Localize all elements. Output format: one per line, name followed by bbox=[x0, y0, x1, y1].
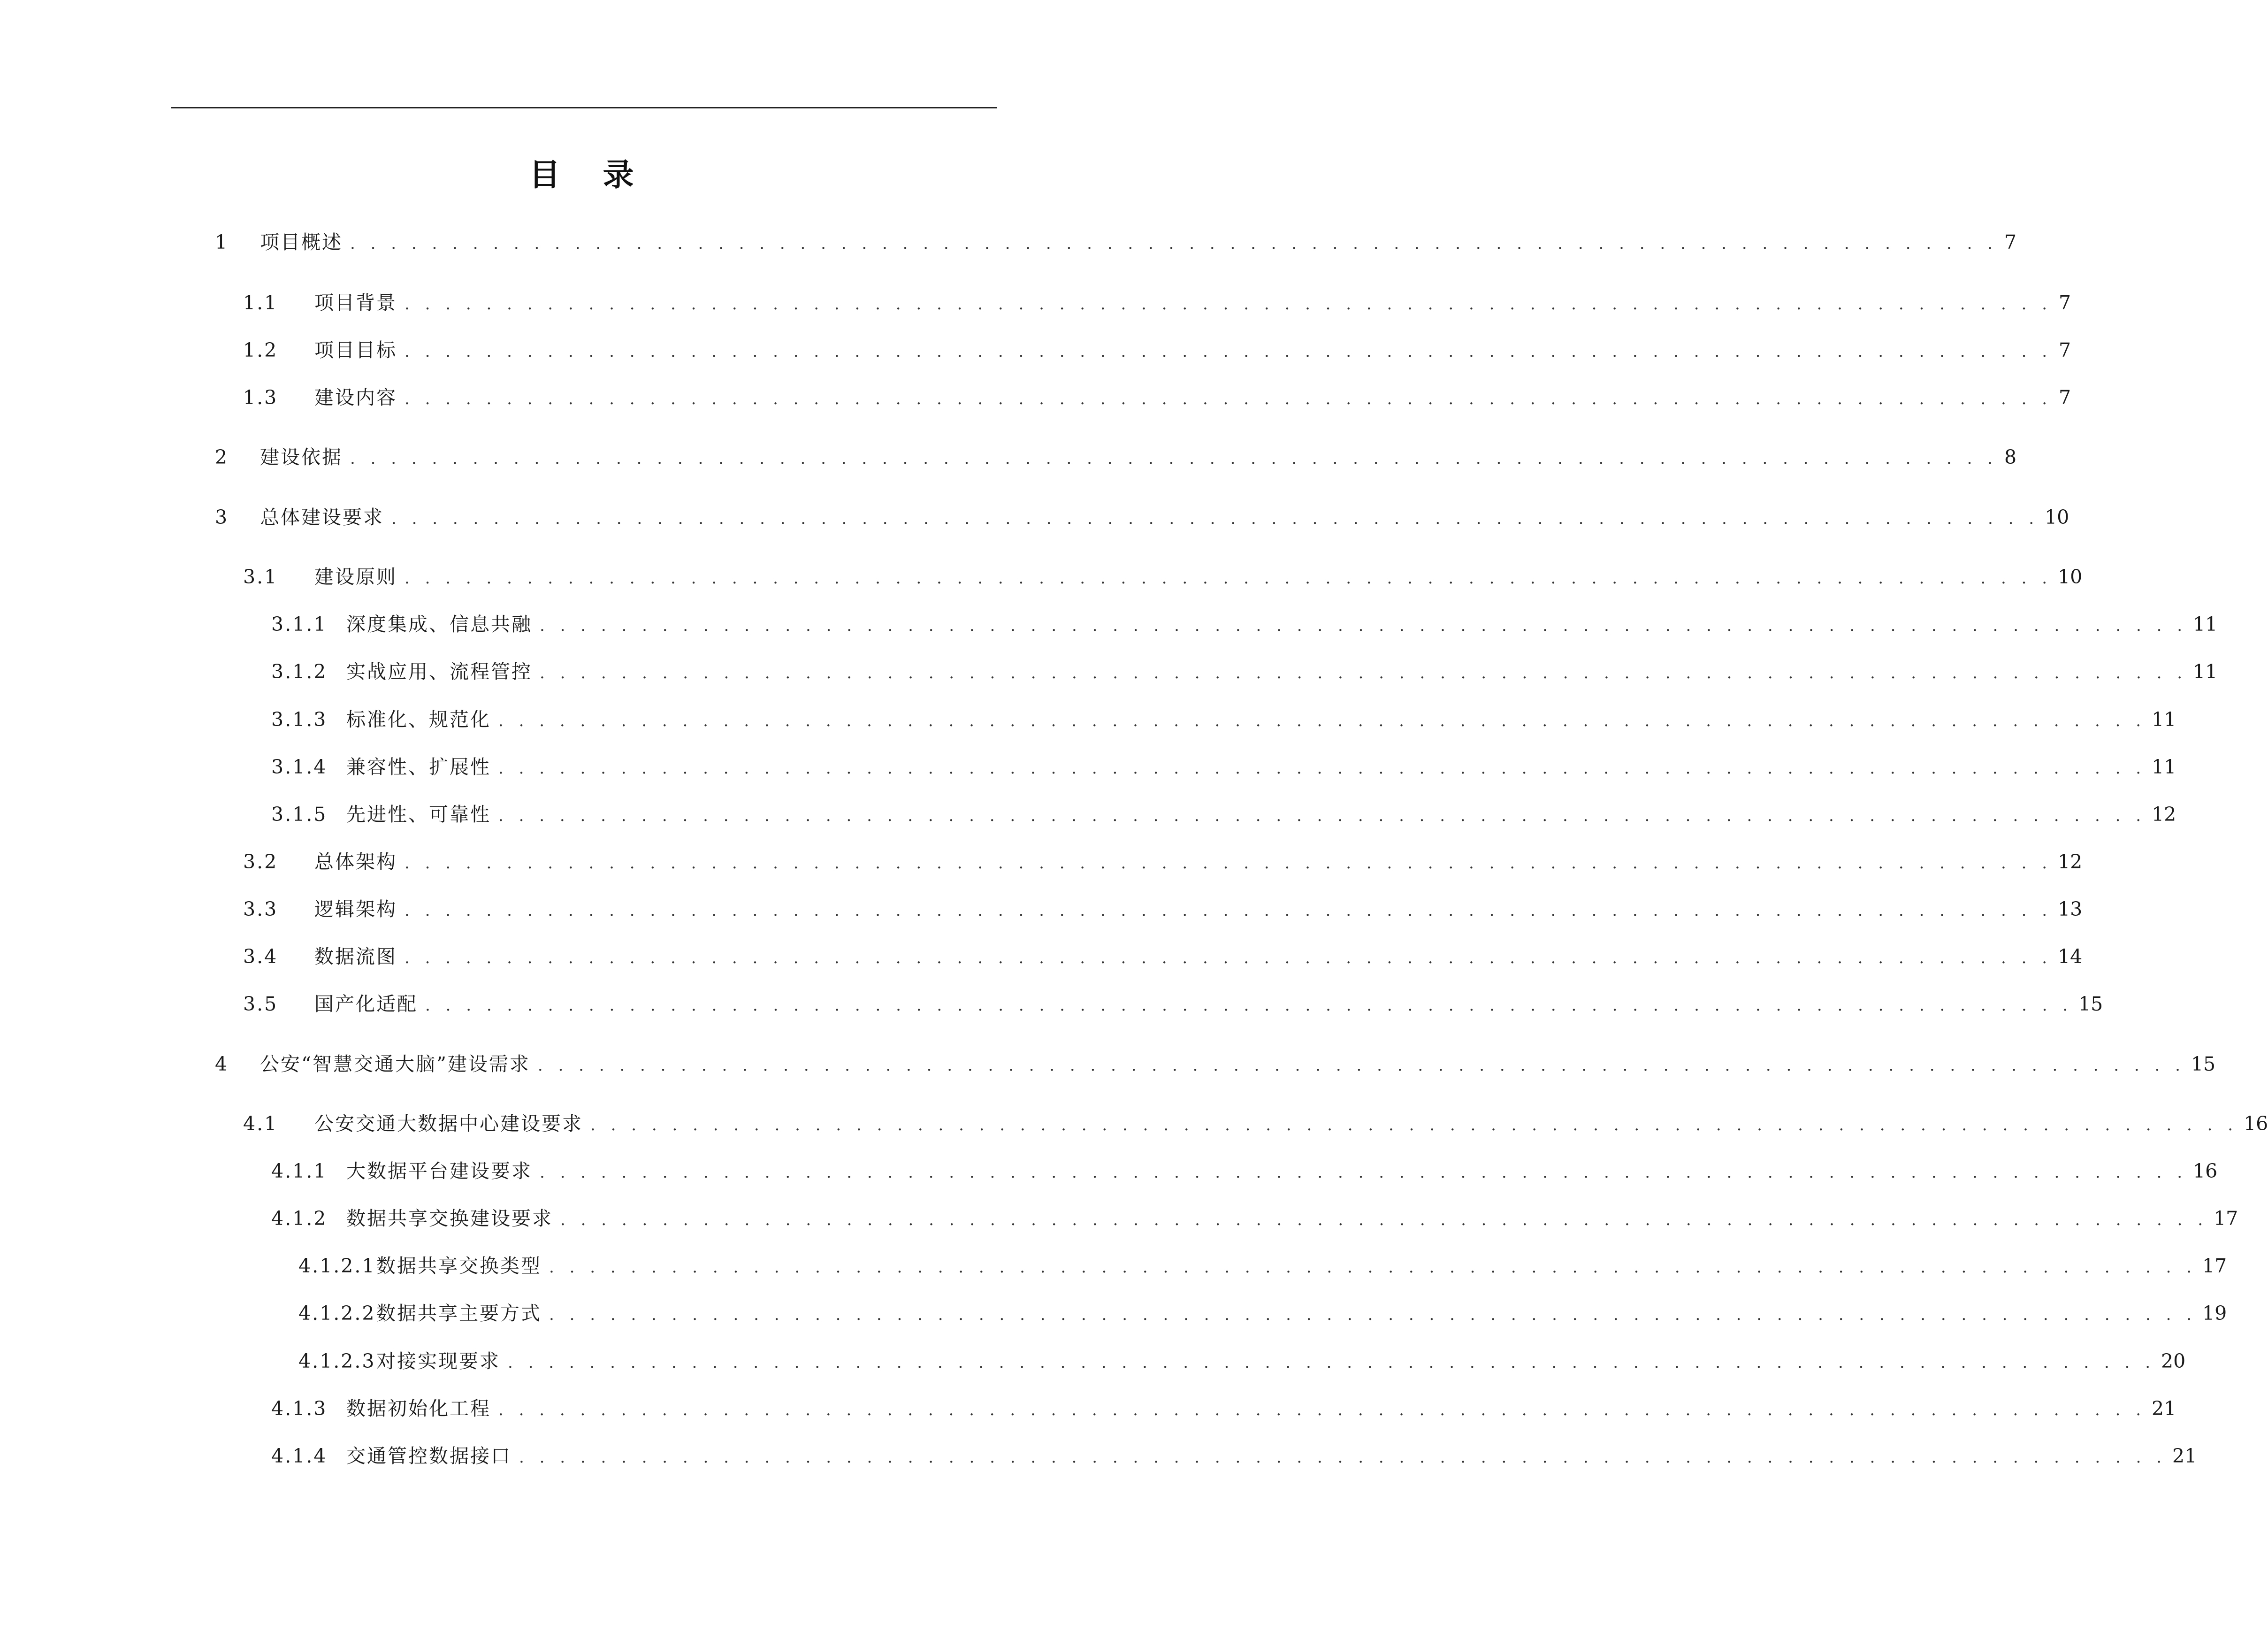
toc-page-number: 17 bbox=[2202, 1255, 2227, 1277]
toc-entry-4-1-3[interactable] bbox=[271, 1394, 2176, 1423]
toc-page-number: 11 bbox=[2193, 613, 2218, 636]
toc-entry-3-5[interactable] bbox=[243, 990, 2103, 1018]
toc-page-number: 16 bbox=[2244, 1112, 2268, 1135]
toc-page-number: 10 bbox=[2058, 566, 2083, 588]
toc-number: 3.3 bbox=[243, 898, 278, 920]
toc-leader-dots: . . . . . . . . . . . . . . . . . . . . . . . . . . . . . . . . . . . . . . . . . . . . . . . . . . . . . . . . . . . . . . . . . . . . . . . . . . . . . . . . . bbox=[540, 616, 2188, 635]
toc-leader-dots: . . . . . . . . . . . . . . . . . . . . . . . . . . . . . . . . . . . . . . . . . . . . . . . . . . . . . . . . . . . . . . . . . . . . . . . . . . . . . . . . . bbox=[498, 1401, 2146, 1419]
toc-number: 4.1.2.3 bbox=[298, 1350, 376, 1372]
toc-label: 建设依据 bbox=[260, 446, 343, 468]
toc-number: 3.1.2 bbox=[271, 660, 328, 683]
toc-label: 公安“智慧交通大脑”建设需求 bbox=[260, 1053, 530, 1075]
toc-leader-dots: . . . . . . . . . . . . . . . . . . . . . . . . . . . . . . . . . . . . . . . . . . . . . . . . . . . . . . . . . . . . . . . . . . . . . . . . . . . . . . . . . bbox=[537, 1056, 2185, 1075]
toc-entry-3-4[interactable] bbox=[243, 942, 2083, 971]
toc-leader-dots: . . . . . . . . . . . . . . . . . . . . . . . . . . . . . . . . . . . . . . . . . . . . . . . . . . . . . . . . . . . . . . . . . . . . . . . . . . . . . . . . . bbox=[560, 1210, 2208, 1229]
toc-label: 总体建设要求 bbox=[260, 506, 384, 529]
toc-entry-4-1-1[interactable] bbox=[271, 1157, 2218, 1185]
toc-label: 实战应用、流程管控 bbox=[346, 660, 532, 683]
toc-entry-3-1[interactable] bbox=[243, 563, 2083, 591]
toc-leader-dots: . . . . . . . . . . . . . . . . . . . . . . . . . . . . . . . . . . . . . . . . . . . . . . . . . . . . . . . . . . . . . . . . . . . . . . . . . . . . . . . . . bbox=[549, 1258, 2197, 1277]
toc-leader-dots: . . . . . . . . . . . . . . . . . . . . . . . . . . . . . . . . . . . . . . . . . . . . . . . . . . . . . . . . . . . . . . . . . . . . . . . . . . . . . . . . . bbox=[425, 996, 2073, 1015]
toc-label: 数据共享交换建设要求 bbox=[346, 1207, 553, 1230]
toc-entry-3-1-2[interactable] bbox=[271, 658, 2218, 686]
toc-label: 交通管控数据接口 bbox=[346, 1445, 512, 1467]
toc-entry-1[interactable] bbox=[215, 228, 2017, 256]
toc-leader-dots: . . . . . . . . . . . . . . . . . . . . . . . . . . . . . . . . . . . . . . . . . . . . . . . . . . . . . . . . . . . . . . . . . . . . . . . . . . . . . . . . . bbox=[540, 1163, 2188, 1182]
toc-entry-1-1[interactable] bbox=[243, 289, 2071, 317]
toc-entry-3-1-4[interactable] bbox=[271, 753, 2176, 781]
toc-leader-dots: . . . . . . . . . . . . . . . . . . . . . . . . . . . . . . . . . . . . . . . . . . . . . . . . . . . . . . . . . . . . . . . . . . . . . . . . . . . . . . . . . bbox=[549, 1305, 2197, 1324]
toc-number: 4.1.2.1 bbox=[298, 1255, 376, 1277]
toc-label: 建设原则 bbox=[314, 566, 397, 588]
toc-number: 2 bbox=[215, 446, 229, 468]
toc-page-number: 21 bbox=[2152, 1397, 2176, 1420]
toc-page-number: 7 bbox=[2004, 231, 2017, 253]
toc-leader-dots: . . . . . . . . . . . . . . . . . . . . . . . . . . . . . . . . . . . . . . . . . . . . . . . . . . . . . . . . . . . . . . . . . . . . . . . . . . . . . . . . . bbox=[405, 390, 2053, 408]
toc-page-number: 7 bbox=[2058, 291, 2071, 314]
toc-number: 3.1.5 bbox=[271, 803, 328, 826]
toc-number: 3.2 bbox=[243, 850, 278, 873]
toc-leader-dots: . . . . . . . . . . . . . . . . . . . . . . . . . . . . . . . . . . . . . . . . . . . . . . . . . . . . . . . . . . . . . . . . . . . . . . . . . . . . . . . . . bbox=[405, 901, 2053, 920]
toc-number: 4.1 bbox=[243, 1112, 278, 1135]
toc-label: 数据初始化工程 bbox=[346, 1397, 491, 1420]
toc-number: 3.5 bbox=[243, 993, 278, 1015]
toc-page-number: 11 bbox=[2152, 708, 2176, 731]
toc-page-number: 19 bbox=[2202, 1302, 2227, 1325]
toc-number: 4.1.1 bbox=[271, 1160, 328, 1182]
toc-leader-dots: . . . . . . . . . . . . . . . . . . . . . . . . . . . . . . . . . . . . . . . . . . . . . . . . . . . . . . . . . . . . . . . . . . . . . . . . . . . . . . . . . bbox=[498, 712, 2146, 730]
toc-leader-dots: . . . . . . . . . . . . . . . . . . . . . . . . . . . . . . . . . . . . . . . . . . . . . . . . . . . . . . . . . . . . . . . . . . . . . . . . . . . . . . . . . bbox=[405, 949, 2053, 967]
toc-number: 1.3 bbox=[243, 386, 278, 409]
toc-entry-3-1-5[interactable] bbox=[271, 800, 2176, 828]
toc-leader-dots: . . . . . . . . . . . . . . . . . . . . . . . . . . . . . . . . . . . . . . . . . . . . . . . . . . . . . . . . . . . . . . . . . . . . . . . . . . . . . . . . . bbox=[508, 1353, 2156, 1372]
toc-label: 数据共享主要方式 bbox=[376, 1302, 542, 1325]
toc-page-number: 11 bbox=[2152, 756, 2176, 778]
toc-entry-4-1-2[interactable] bbox=[271, 1204, 2238, 1233]
toc-number: 3.4 bbox=[243, 945, 278, 968]
toc-number: 4 bbox=[215, 1053, 229, 1075]
toc-leader-dots: . . . . . . . . . . . . . . . . . . . . . . . . . . . . . . . . . . . . . . . . . . . . . . . . . . . . . . . . . . . . . . . . . . . . . . . . . . . . . . . . . bbox=[350, 449, 1998, 468]
toc-label: 对接实现要求 bbox=[376, 1350, 500, 1372]
toc-page-number: 7 bbox=[2058, 339, 2071, 361]
toc-entry-4-1-4[interactable] bbox=[271, 1442, 2197, 1470]
toc-number: 4.1.4 bbox=[271, 1445, 328, 1467]
toc-number: 3.1.3 bbox=[271, 708, 328, 731]
toc-number: 4.1.2.2 bbox=[298, 1302, 376, 1325]
toc-label: 项目概述 bbox=[260, 231, 343, 253]
toc-page-number: 8 bbox=[2004, 446, 2017, 468]
toc-label: 项目背景 bbox=[314, 291, 397, 314]
toc-page-number: 17 bbox=[2214, 1207, 2238, 1230]
toc-page-number: 21 bbox=[2172, 1445, 2197, 1467]
toc-page-number: 12 bbox=[2058, 850, 2083, 873]
toc-leader-dots: . . . . . . . . . . . . . . . . . . . . . . . . . . . . . . . . . . . . . . . . . . . . . . . . . . . . . . . . . . . . . . . . . . . . . . . . . . . . . . . . . bbox=[405, 854, 2053, 873]
toc-leader-dots: . . . . . . . . . . . . . . . . . . . . . . . . . . . . . . . . . . . . . . . . . . . . . . . . . . . . . . . . . . . . . . . . . . . . . . . . . . . . . . . . . bbox=[498, 759, 2146, 778]
header-rule bbox=[171, 107, 997, 108]
toc-page-number: 13 bbox=[2058, 898, 2083, 920]
toc-label: 数据流图 bbox=[314, 945, 397, 968]
toc-entry-3-3[interactable] bbox=[243, 895, 2083, 923]
toc-page-number: 10 bbox=[2045, 506, 2069, 529]
toc-page-number: 16 bbox=[2193, 1160, 2218, 1182]
page-title: 目 录 bbox=[529, 157, 636, 193]
toc-label: 标准化、规范化 bbox=[346, 708, 491, 731]
toc-entry-3-1-1[interactable] bbox=[271, 610, 2218, 638]
toc-label: 公安交通大数据中心建设要求 bbox=[314, 1112, 583, 1135]
toc-label: 建设内容 bbox=[314, 386, 397, 409]
toc-page-number: 12 bbox=[2152, 803, 2176, 826]
toc-label: 深度集成、信息共融 bbox=[346, 613, 532, 636]
toc-leader-dots: . . . . . . . . . . . . . . . . . . . . . . . . . . . . . . . . . . . . . . . . . . . . . . . . . . . . . . . . . . . . . . . . . . . . . . . . . . . . . . . . . bbox=[540, 664, 2188, 682]
toc-entry-4-1[interactable] bbox=[243, 1110, 2268, 1138]
toc-page-number: 14 bbox=[2058, 945, 2083, 968]
toc-page-number: 11 bbox=[2193, 660, 2218, 683]
toc-entry-1-2[interactable] bbox=[243, 336, 2071, 364]
toc-number: 3 bbox=[215, 506, 229, 529]
toc-leader-dots: . . . . . . . . . . . . . . . . . . . . . . . . . . . . . . . . . . . . . . . . . . . . . . . . . . . . . . . . . . . . . . . . . . . . . . . . . . . . . . . . . bbox=[391, 509, 2039, 528]
toc-page-number: 7 bbox=[2058, 386, 2071, 409]
toc-page-number: 20 bbox=[2161, 1350, 2186, 1372]
toc-label: 国产化适配 bbox=[314, 993, 418, 1015]
toc-label: 大数据平台建设要求 bbox=[346, 1160, 532, 1182]
toc-number: 4.1.3 bbox=[271, 1397, 328, 1420]
toc-number: 3.1 bbox=[243, 566, 278, 588]
toc-entry-2[interactable] bbox=[215, 443, 2017, 471]
toc-number: 1.2 bbox=[243, 339, 278, 361]
toc-leader-dots: . . . . . . . . . . . . . . . . . . . . . . . . . . . . . . . . . . . . . . . . . . . . . . . . . . . . . . . . . . . . . . . . . . . . . . . . . . . . . . . . . bbox=[405, 569, 2053, 588]
toc-number: 3.1.4 bbox=[271, 756, 328, 778]
toc-entry-1-3[interactable] bbox=[243, 383, 2071, 412]
toc-leader-dots: . . . . . . . . . . . . . . . . . . . . . . . . . . . . . . . . . . . . . . . . . . . . . . . . . . . . . . . . . . . . . . . . . . . . . . . . . . . . . . . . . bbox=[498, 806, 2146, 825]
toc-entry-3-2[interactable] bbox=[243, 848, 2083, 876]
toc-number: 4.1.2 bbox=[271, 1207, 328, 1230]
toc-number: 1.1 bbox=[243, 291, 278, 314]
toc-entry-4-1-2-2[interactable] bbox=[298, 1299, 2227, 1327]
toc-label: 数据共享交换类型 bbox=[376, 1255, 542, 1277]
toc-page-number: 15 bbox=[2078, 993, 2103, 1015]
toc-leader-dots: . . . . . . . . . . . . . . . . . . . . . . . . . . . . . . . . . . . . . . . . . . . . . . . . . . . . . . . . . . . . . . . . . . . . . . . . . . . . . . . . . bbox=[405, 342, 2053, 361]
toc-number: 3.1.1 bbox=[271, 613, 328, 636]
toc-leader-dots: . . . . . . . . . . . . . . . . . . . . . . . . . . . . . . . . . . . . . . . . . . . . . . . . . . . . . . . . . . . . . . . . . . . . . . . . . . . . . . . . . bbox=[519, 1448, 2167, 1467]
toc-entry-4[interactable] bbox=[215, 1050, 2216, 1078]
toc-leader-dots: . . . . . . . . . . . . . . . . . . . . . . . . . . . . . . . . . . . . . . . . . . . . . . . . . . . . . . . . . . . . . . . . . . . . . . . . . . . . . . . . . bbox=[350, 234, 1998, 253]
toc-label: 先进性、可靠性 bbox=[346, 803, 491, 826]
toc-page-number: 15 bbox=[2191, 1053, 2216, 1075]
toc-entry-3[interactable] bbox=[215, 503, 2069, 531]
toc-leader-dots: . . . . . . . . . . . . . . . . . . . . . . . . . . . . . . . . . . . . . . . . . . . . . . . . . . . . . . . . . . . . . . . . . . . . . . . . . . . . . . . . . bbox=[405, 295, 2053, 314]
toc-label: 总体架构 bbox=[314, 850, 397, 873]
toc-label: 项目目标 bbox=[314, 339, 397, 361]
toc-entry-4-1-2-1[interactable] bbox=[298, 1252, 2227, 1280]
toc-entry-3-1-3[interactable] bbox=[271, 705, 2176, 734]
toc-label: 兼容性、扩展性 bbox=[346, 756, 491, 778]
toc-leader-dots: . . . . . . . . . . . . . . . . . . . . . . . . . . . . . . . . . . . . . . . . . . . . . . . . . . . . . . . . . . . . . . . . . . . . . . . . . . . . . . . . . bbox=[590, 1116, 2238, 1134]
toc-number: 1 bbox=[215, 231, 229, 253]
toc-entry-4-1-2-3[interactable] bbox=[298, 1347, 2186, 1375]
toc-label: 逻辑架构 bbox=[314, 898, 397, 920]
